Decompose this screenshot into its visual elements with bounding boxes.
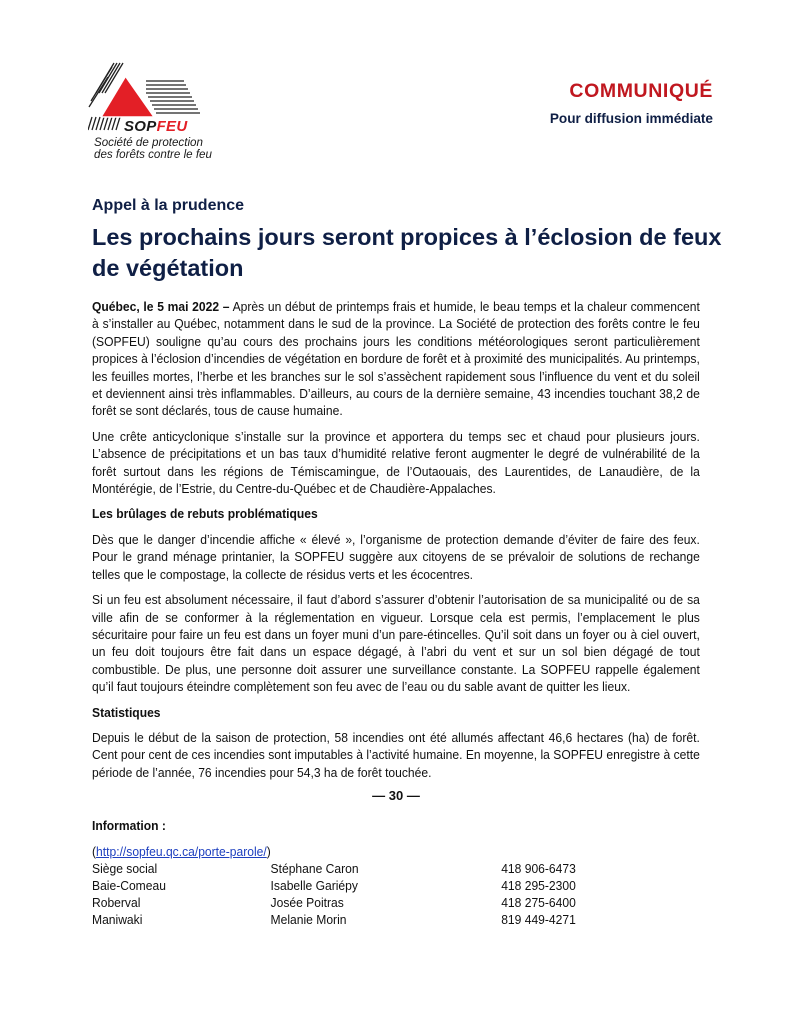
paragraph: Depuis le début de la saison de protection, 58 incendies ont été allumés affectant 46,6 hectares (ha) de forêt. Cent pour cent de ces incendies sont imputables à l’activité humaine. En moyenne, la SOPFEU enregistre à cette période de l’année, 76 incendies pour 54,3 ha de forêt touchée. <box>92 729 700 780</box>
section-heading: Statistiques <box>92 704 161 720</box>
article-body <box>92 298 700 928</box>
contacts-table <box>92 843 700 928</box>
contact-phone: 819 449-4271 <box>501 911 576 927</box>
contact-row <box>92 877 700 894</box>
article-kicker: Appel à la prudence <box>92 197 245 214</box>
logo-wordmark: SOPFEU <box>124 118 188 135</box>
paragraph: Une crête anticyclonique s’installe sur la province et apportera du temps sec et chaud pour plusieurs jours. L’absence de précipitations et un bas taux d’humidité relative feront augmenter le degré de vulnérabilité de la forêt surtout dans les régions de Témiscamingue, de l’Outaouais, des Laurentides, de Lanaudière, de la Montérégie, de l’Estrie, du Centre-du-Québec et de Chaudière-Appalaches. <box>92 428 700 497</box>
communique-label: COMMUNIQUÉ <box>569 80 713 102</box>
logo-tagline: Société de protection des forêts contre le feu <box>94 136 212 161</box>
contact-phone: 418 906-6473 <box>501 860 576 876</box>
article-title: Les prochains jours seront propices à l’éclosion de feux de végétation <box>92 224 722 281</box>
paragraph: Dès que le danger d’incendie affiche « élevé », l’organisme de protection demande d’éviter de faire des feux. Pour le grand ménage printanier, la SOPFEU suggère aux citoyens de se prévaloir de solutions de rechange telles que le compostage, la collecte de résidus verts et les écocentres. <box>92 531 700 582</box>
section-heading: Les brûlages de rebuts problématiques <box>92 506 318 522</box>
contact-office: Roberval <box>92 894 141 910</box>
contact-row <box>92 894 700 911</box>
spokesperson-link[interactable]: http://sopfeu.qc.ca/porte-parole/ <box>96 843 267 859</box>
contact-row <box>92 911 700 928</box>
contact-phone: 418 275-6400 <box>501 894 576 910</box>
release-type: Pour diffusion immédiate <box>549 111 713 126</box>
contact-name: Josée Poitras <box>270 894 344 910</box>
contact-phone: 418 295-2300 <box>501 877 576 893</box>
paragraph: Si un feu est absolument nécessaire, il faut d’abord s’assurer d’obtenir l’autorisation de sa municipalité ou de sa ville afin de se conformer à la réglementation en vigueur. Lorsque cela est permis, l’emplacement le plus sécuritaire pour faire un feu est dans un foyer muni d’un pare-étincelles. Qu’il soit dans un foyer ou à ciel ouvert, un feu doit toujours être fait dans un espace dégagé, à l’abri du vent et sur un sol bien dégagé de tout combustible. De plus, une personne doit assurer une surveillance constante. La SOPFEU rappelle également qu’il faut toujours éteindre complètement son feu avec de l’eau ou du sable avant de quitter les lieux. <box>92 592 700 695</box>
spokesperson-link-row: (http://sopfeu.qc.ca/porte-parole/) <box>92 843 271 859</box>
dateline: Québec, le 5 mai 2022 – <box>92 299 230 314</box>
end-mark: — 30 — <box>372 788 420 804</box>
contact-office: Maniwaki <box>92 911 143 927</box>
contact-name: Melanie Morin <box>270 911 347 927</box>
contact-office: Baie-Comeau <box>92 877 166 893</box>
contact-row <box>92 860 700 877</box>
release-header <box>550 80 713 126</box>
information-heading: Information : <box>92 817 166 833</box>
contact-name: Isabelle Gariépy <box>270 877 358 893</box>
paragraph: Québec, le 5 mai 2022 – Après un début de printemps frais et humide, le beau temps et la chaleur commencent à s’installer au Québec, notamment dans le sud de la province. La Société de protection des forêts contre le feu (SOPFEU) souligne qu’au cours des prochains jours les conditions météorologiques seront particulièrement propices à l’éclosion d’incendies de végétation en bordure de forêt et à proximité des municipalités. Au printemps, les feuilles mortes, l’herbe et les branches sur le sol s’assèchent rapidement sous l’influence du vent et du soleil et deviennent ainsi très inflammables. D’ailleurs, au cours de la dernière semaine, 43 incendies touchant 38,2 de forêt se sont déclarés, tous de cause humaine. <box>92 299 700 419</box>
sopfeu-logo <box>88 55 238 167</box>
contact-office: Siège social <box>92 860 158 876</box>
contact-name: Stéphane Caron <box>270 860 359 876</box>
